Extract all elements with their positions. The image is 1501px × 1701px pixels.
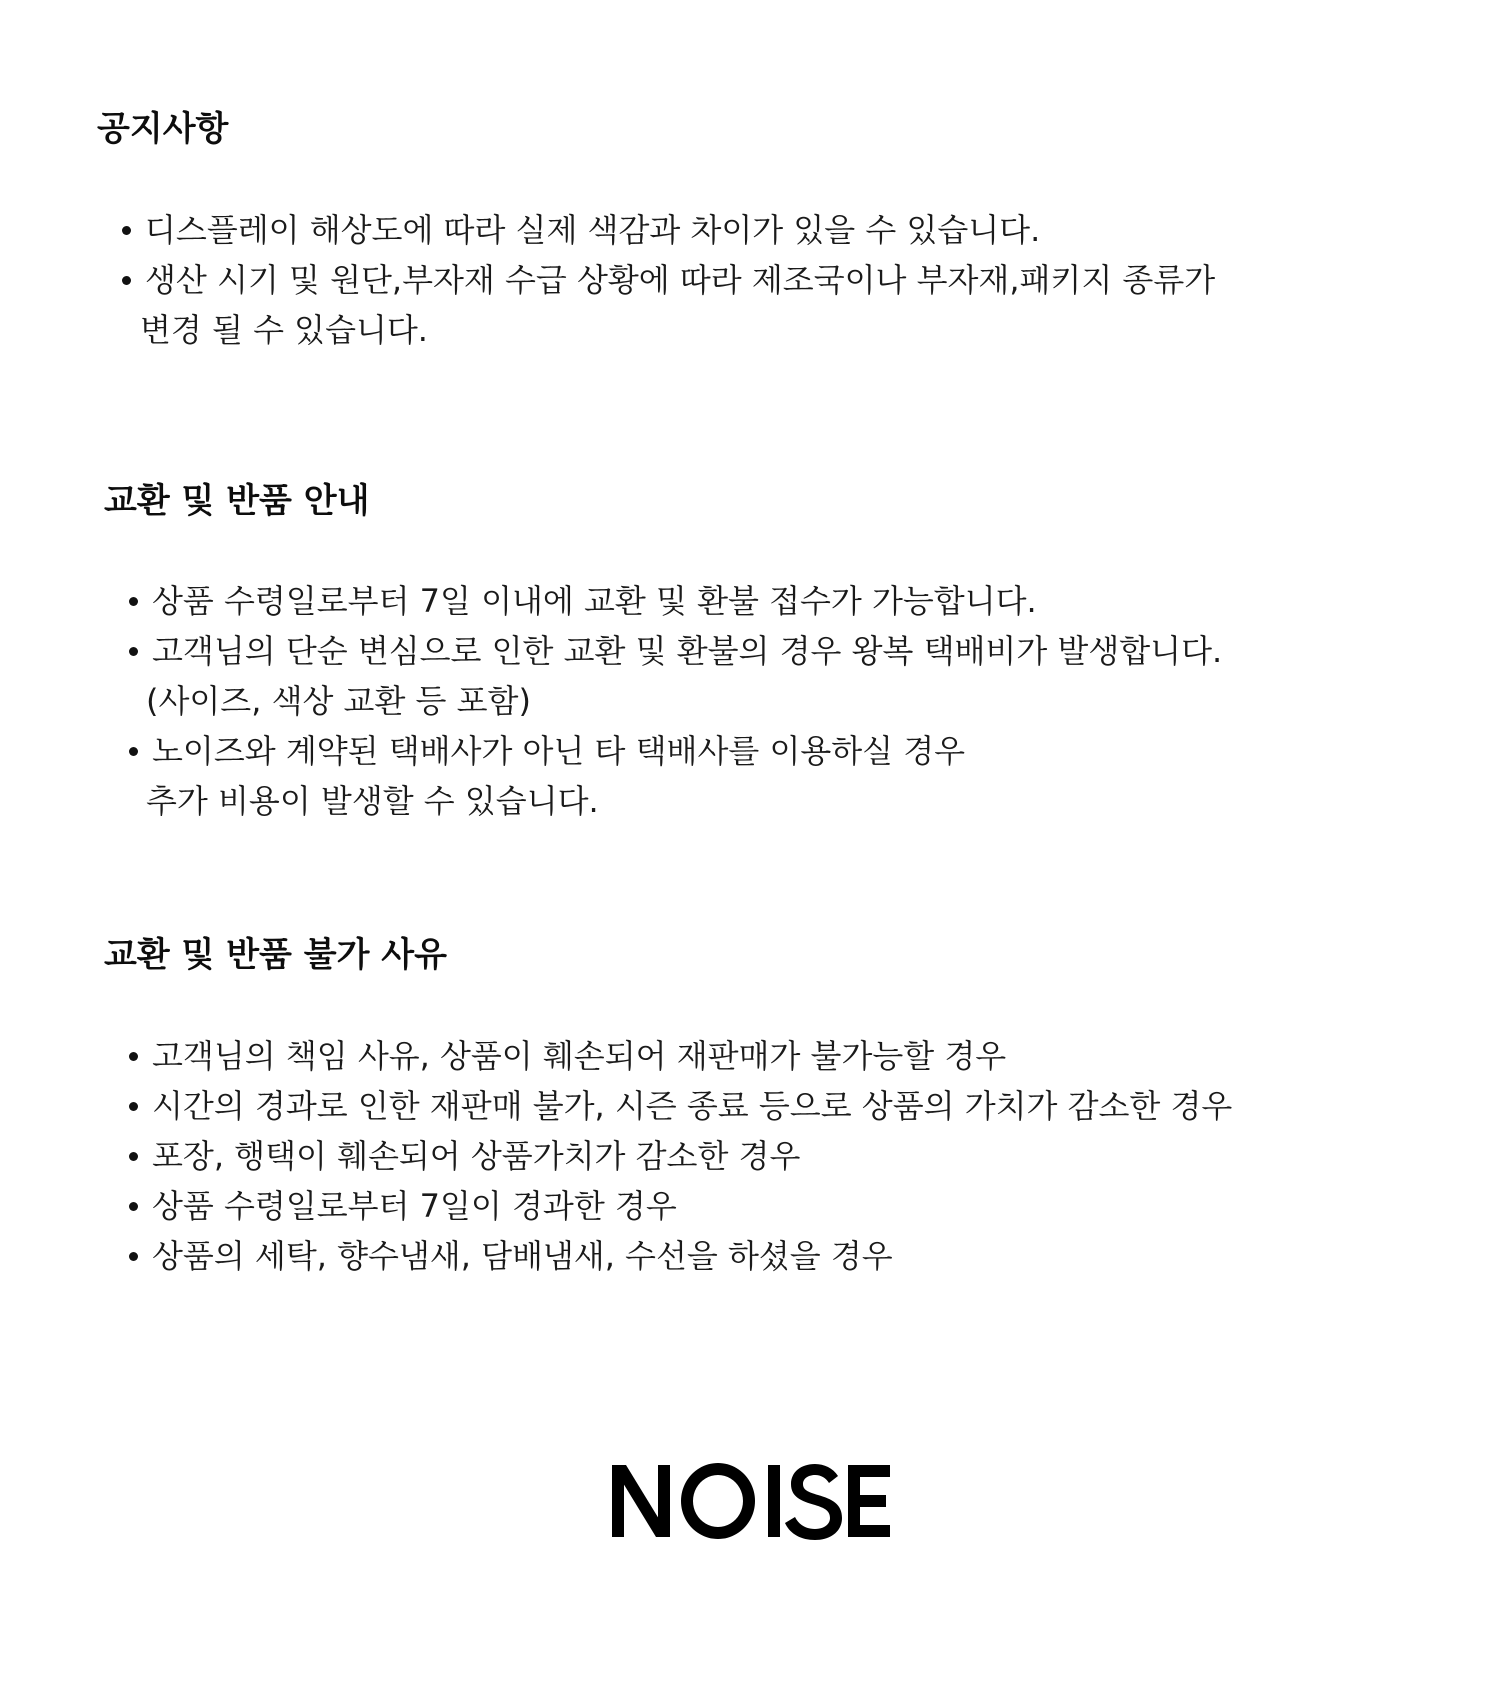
exchange-title: 교환 및 반품 안내 [104, 481, 370, 521]
bullet-dot-icon [122, 276, 131, 285]
noise-logo [612, 1462, 892, 1542]
bullet-dot-icon [129, 747, 138, 756]
bullet-dot-icon [122, 226, 131, 235]
bullet-dot-icon [129, 597, 138, 606]
bullet-dot-icon [129, 1252, 138, 1261]
list-item: 상품 수령일로부터 7일 이내에 교환 및 환불 접수가 가능합니다. [152, 576, 1222, 626]
list-item: 상품 수령일로부터 7일이 경과한 경우 [152, 1181, 1232, 1231]
bullet-dot-icon [129, 1152, 138, 1161]
list-item: 생산 시기 및 원단,부자재 수급 상황에 따라 제조국이나 부자재,패키지 종류가 변경 될 수 있습니다. [145, 255, 1215, 355]
list-item: 시간의 경과로 인한 재판매 불가, 시즌 종료 등으로 상품의 가치가 감소한 경우 [152, 1081, 1232, 1131]
list-item: 디스플레이 해상도에 따라 실제 색감과 차이가 있을 수 있습니다. [145, 205, 1215, 255]
bullet-dot-icon [129, 1202, 138, 1211]
restrictions-title: 교환 및 반품 불가 사유 [104, 935, 447, 975]
list-item: 노이즈와 계약된 택배사가 아닌 타 택배사를 이용하실 경우 추가 비용이 발생할 수 있습니다. [152, 726, 1222, 826]
notice-title: 공지사항 [97, 109, 229, 149]
restrictions-list [152, 1031, 1232, 1281]
list-item: 포장, 행택이 훼손되어 상품가치가 감소한 경우 [152, 1131, 1232, 1181]
list-item: 고객님의 책임 사유, 상품이 훼손되어 재판매가 불가능할 경우 [152, 1031, 1232, 1081]
bullet-dot-icon [129, 1102, 138, 1111]
bullet-dot-icon [129, 647, 138, 656]
notice-list [140, 205, 1216, 355]
exchange-list [146, 576, 1223, 826]
list-item: 고객님의 단순 변심으로 인한 교환 및 환불의 경우 왕복 택배비가 발생합니다. (사이즈, 색상 교환 등 포함) [152, 626, 1222, 726]
list-item: 상품의 세탁, 향수냄새, 담배냄새, 수선을 하셨을 경우 [152, 1231, 1232, 1281]
bullet-dot-icon [129, 1052, 138, 1061]
